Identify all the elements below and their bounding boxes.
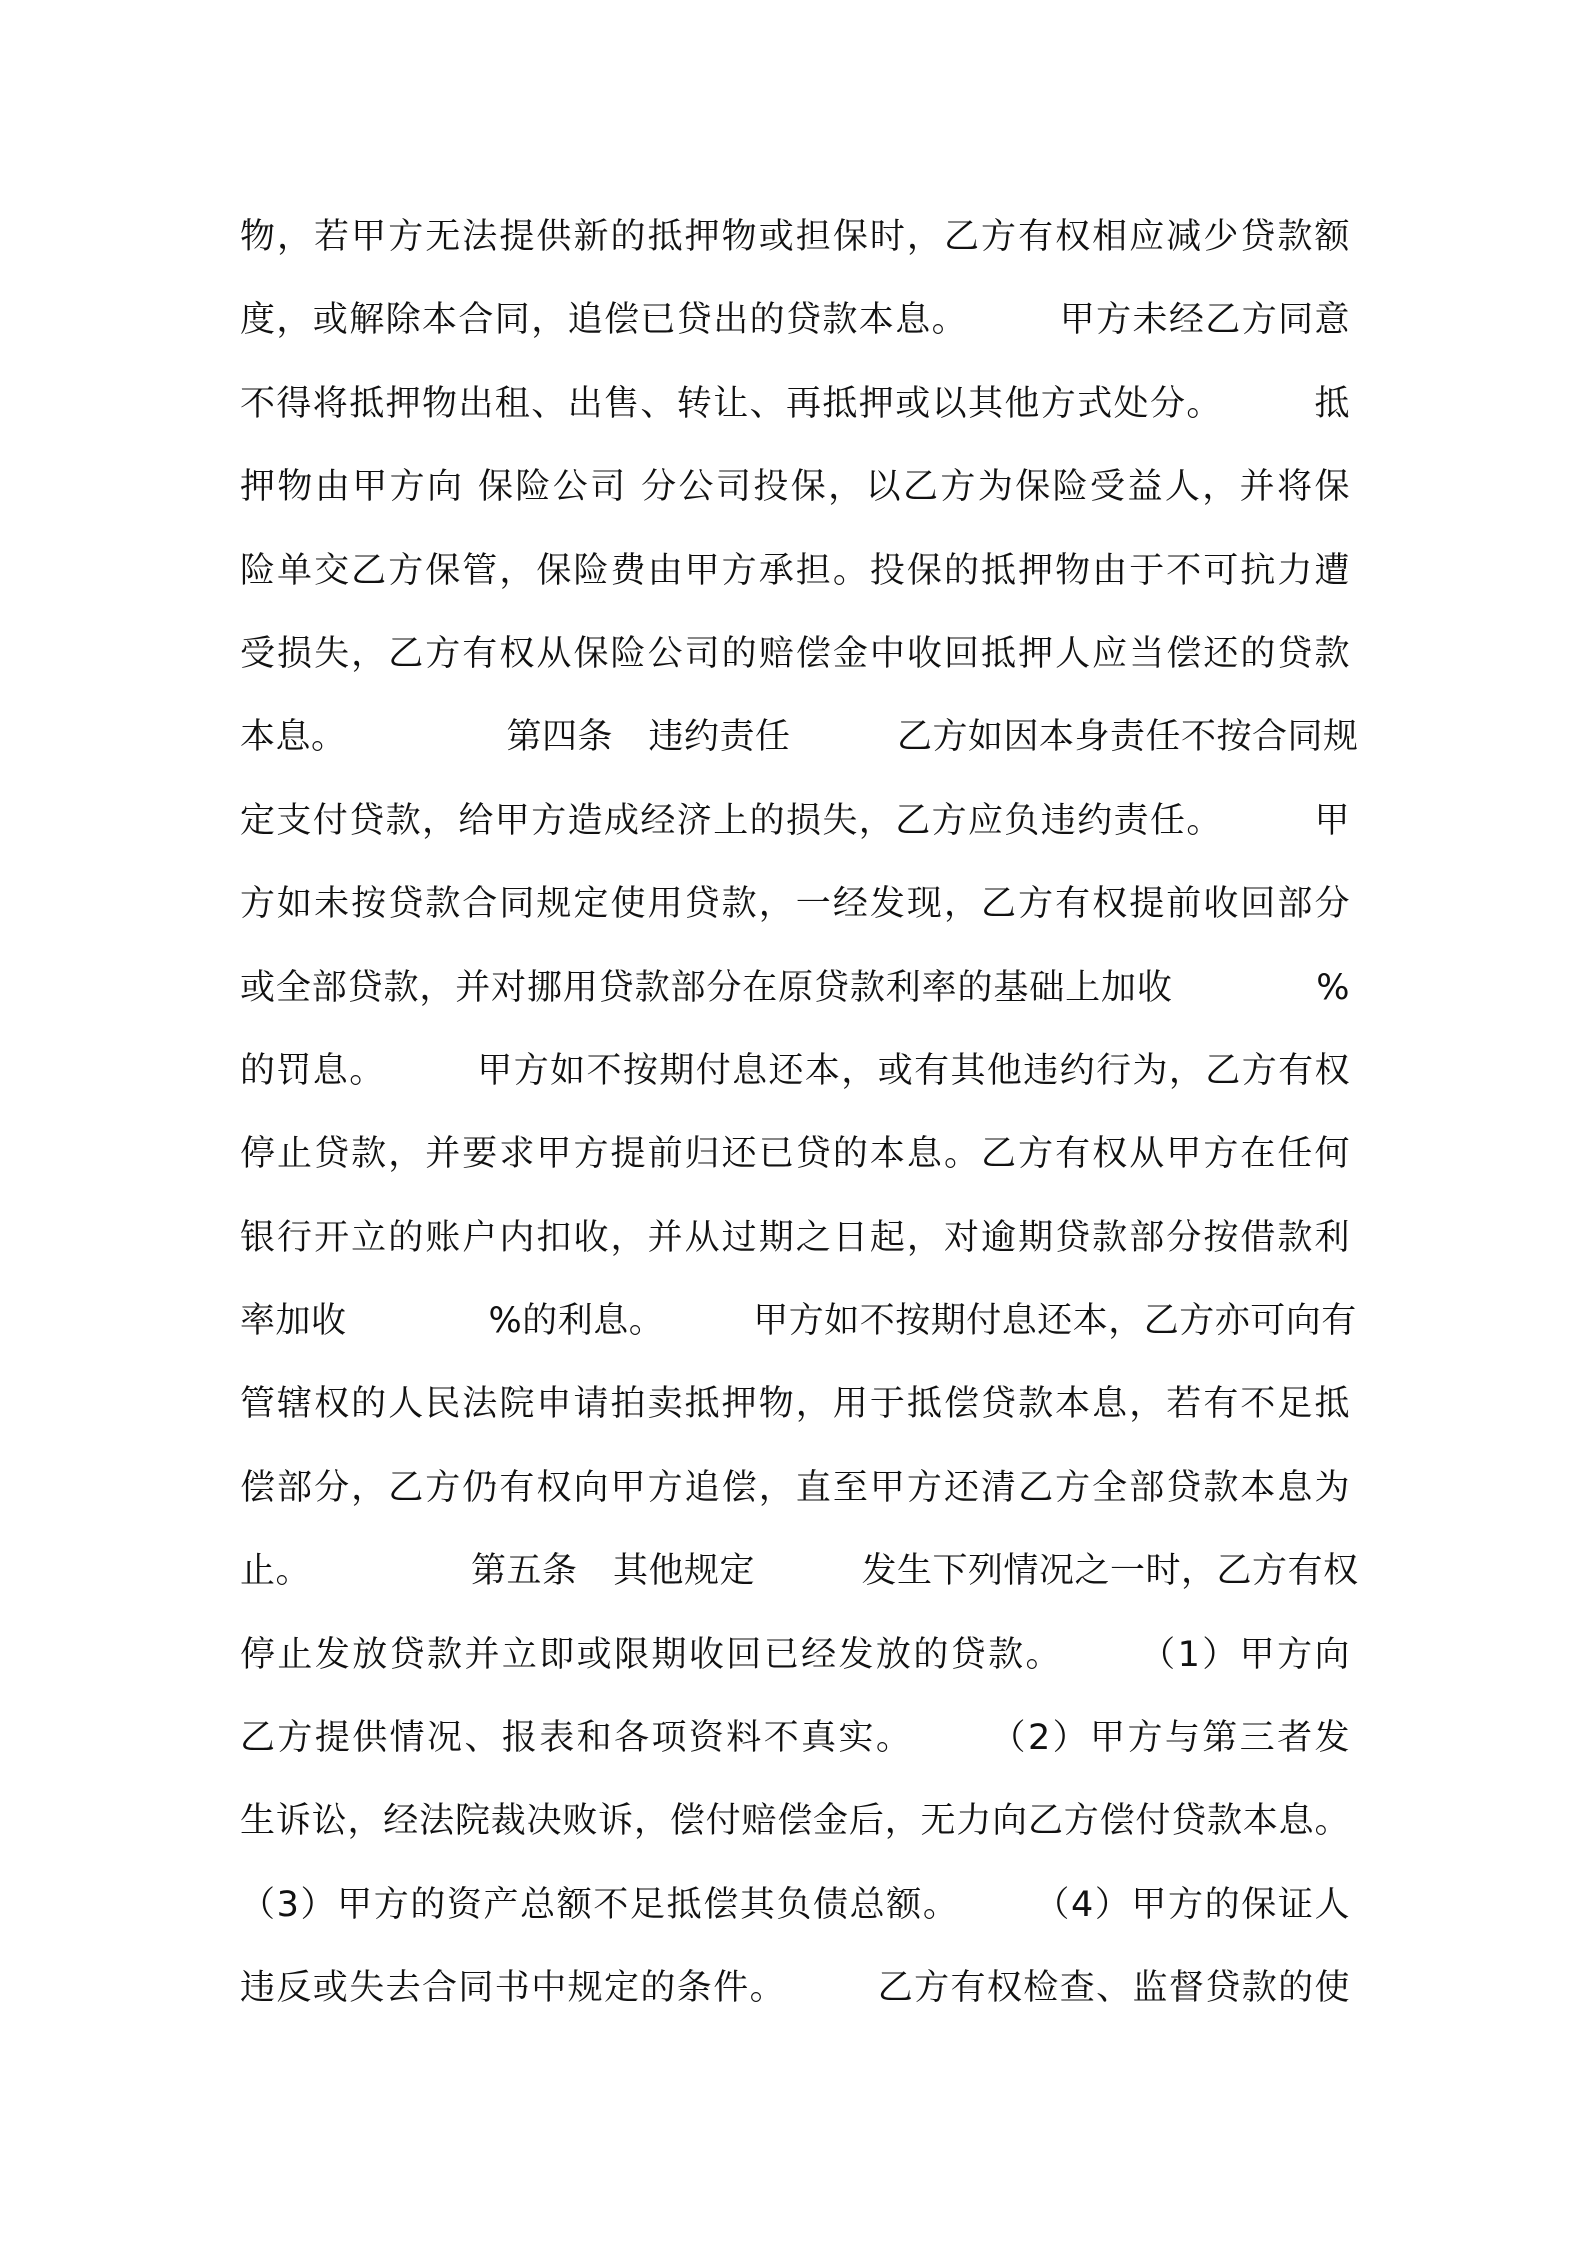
text-line: 偿部分，乙方仍有权向甲方追偿，直至甲方还清乙方全部贷款本息为 (240, 1467, 1350, 1508)
text-line: 乙方提供情况、报表和各项资料不真实。 （2）甲方与第三者发 (240, 1718, 1350, 1759)
text-line: 度，或解除本合同，追偿已贷出的贷款本息。 甲方未经乙方同意 (240, 300, 1350, 341)
text-line: 定支付贷款，给甲方造成经济上的损失，乙方应负违约责任。 甲 (240, 800, 1350, 841)
text-line: 押物由甲方向 保险公司 分公司投保，以乙方为保险受益人，并将保 (240, 467, 1350, 508)
contract-body-text (240, 196, 1359, 2031)
text-line: 的罚息。 甲方如不按期付息还本，或有其他违约行为，乙方有权 (240, 1050, 1350, 1091)
text-line: 本息。 第四条 违约责任 乙方如因本身责任不按合同规 (240, 717, 1359, 758)
text-line: 方如未按贷款合同规定使用贷款，一经发现，乙方有权提前收回部分 (240, 884, 1350, 925)
text-line: 受损失，乙方有权从保险公司的赔偿金中收回抵押人应当偿还的贷款 (240, 633, 1350, 674)
text-line: 停止发放贷款并立即或限期收回已经发放的贷款。 （1）甲方向 (240, 1634, 1350, 1675)
text-line: 险单交乙方保管，保险费由甲方承担。投保的抵押物由于不可抗力遭 (240, 550, 1350, 591)
text-line: 停止贷款，并要求甲方提前归还已贷的本息。乙方有权从甲方在任何 (240, 1134, 1350, 1175)
text-line: 违反或失去合同书中规定的条件。 乙方有权检查、监督贷款的使 (240, 1968, 1350, 2009)
text-line: 银行开立的账户内扣收，并从过期之日起，对逾期贷款部分按借款利 (240, 1217, 1350, 1258)
text-line: 生诉讼，经法院裁决败诉，偿付赔偿金后，无力向乙方偿付贷款本息。 (240, 1801, 1350, 1842)
text-line: 物，若甲方无法提供新的抵押物或担保时，乙方有权相应减少贷款额 (240, 217, 1350, 257)
text-line: 或全部贷款，并对挪用贷款部分在原贷款利率的基础上加收 % (240, 967, 1350, 1008)
text-line: （3）甲方的资产总额不足抵偿其负债总额。 （4）甲方的保证人 (240, 1884, 1350, 1925)
text-line: 止。 第五条 其他规定 发生下列情况之一时，乙方有权 (240, 1551, 1359, 1592)
text-line: 率加收 %的利息。 甲方如不按期付息还本，乙方亦可向有 (240, 1301, 1357, 1342)
text-line: 不得将抵押物出租、出售、转让、再抵押或以其他方式处分。 抵 (240, 383, 1350, 424)
text-line: 管辖权的人民法院申请拍卖抵押物，用于抵偿贷款本息，若有不足抵 (240, 1384, 1350, 1425)
